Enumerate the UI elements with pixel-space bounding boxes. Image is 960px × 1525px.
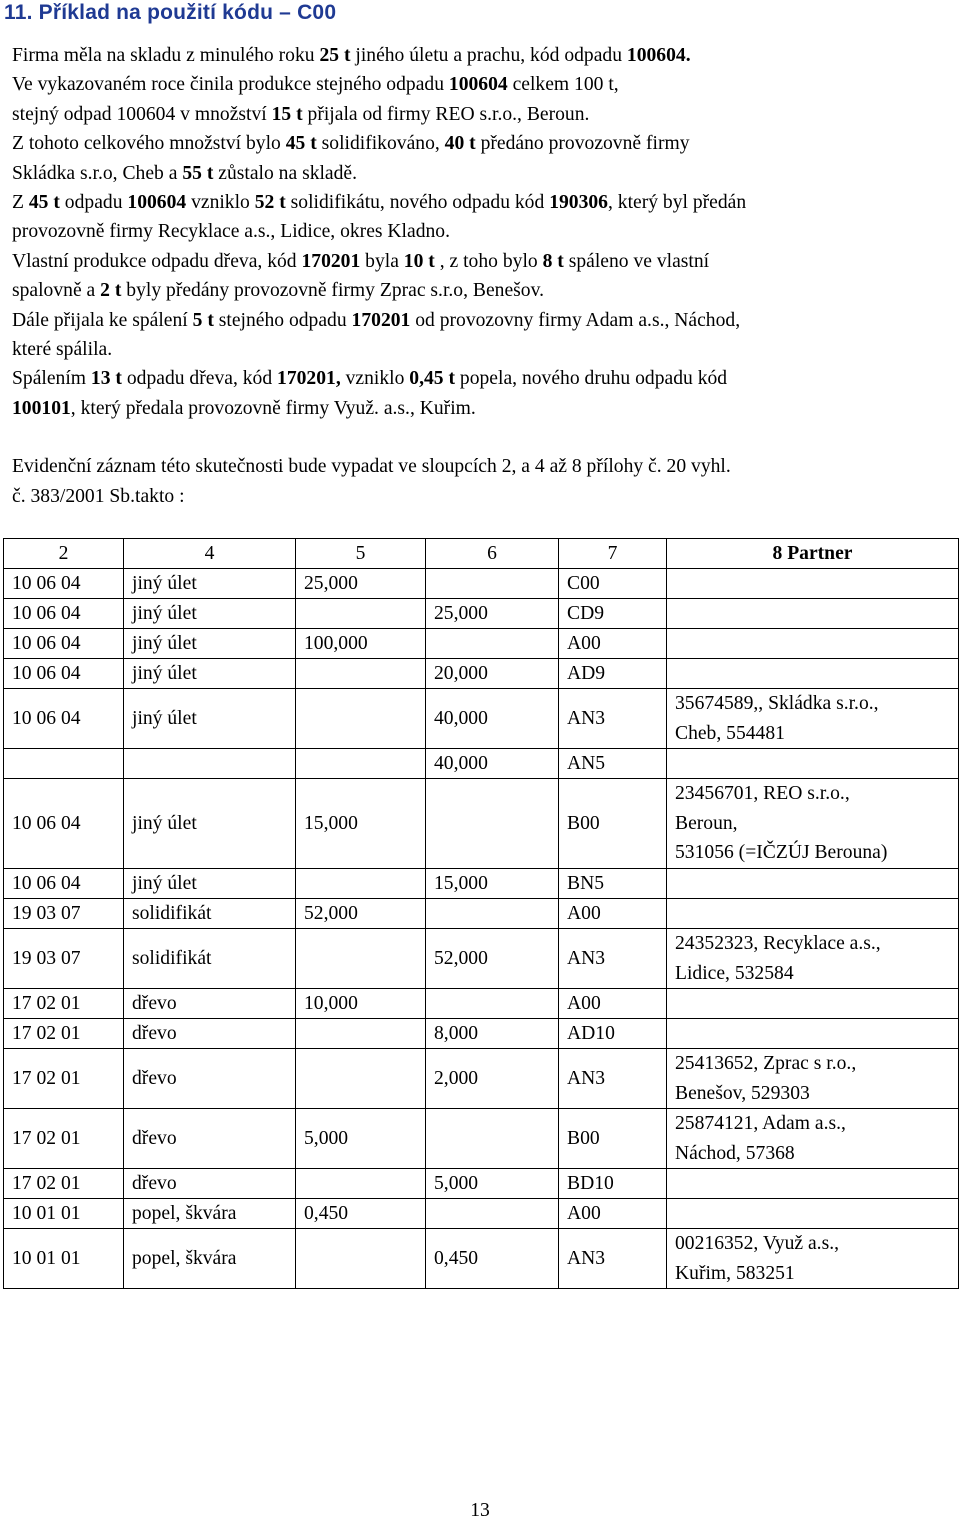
waste-name-cell: dřevo xyxy=(124,1109,296,1169)
partner-line: Náchod, 57368 xyxy=(675,1142,795,1164)
partner-line: 25413652, Zprac s r.o., xyxy=(675,1053,857,1074)
text-run: jiného úletu a prachu, kód odpadu xyxy=(350,45,627,66)
text-line xyxy=(12,482,957,511)
bold-value: 100604 xyxy=(127,191,187,213)
bold-value: 13 t xyxy=(90,368,122,390)
text-line xyxy=(12,217,957,246)
text-run: předáno provozovně firmy xyxy=(475,133,690,155)
text-line xyxy=(12,306,957,335)
waste-code-cell: 17 02 01 xyxy=(4,989,124,1019)
operation-code-cell: A00 xyxy=(559,629,667,659)
amount-col5-cell xyxy=(296,869,426,899)
waste-code-cell: 10 06 04 xyxy=(4,659,124,689)
amount-col6-cell xyxy=(426,629,559,659)
text-run: Spálením xyxy=(12,368,91,390)
text-run: odpadu xyxy=(59,191,128,213)
partner-cell xyxy=(667,689,959,749)
operation-code-cell: AD9 xyxy=(559,659,667,689)
waste-name-cell: jiný úlet xyxy=(124,689,296,749)
partner-cell xyxy=(667,1049,959,1109)
waste-code-cell: 10 06 04 xyxy=(4,779,124,869)
bold-value: 100604 xyxy=(448,74,508,96)
waste-code-cell: 10 06 04 xyxy=(4,869,124,899)
bold-value: 5 t xyxy=(192,309,214,331)
bold-value: 100604. xyxy=(626,45,691,66)
text-run: zůstalo na skladě. xyxy=(213,162,358,184)
text-run: Dále přijala ke spálení xyxy=(12,309,193,331)
operation-code-cell: AN3 xyxy=(559,1049,667,1109)
operation-code-cell: BN5 xyxy=(559,869,667,899)
waste-name-cell: jiný úlet xyxy=(124,869,296,899)
table-row xyxy=(4,629,959,659)
partner-cell xyxy=(667,899,959,929)
text-run: , z toho bylo xyxy=(434,250,543,272)
operation-code-cell: AD10 xyxy=(559,1019,667,1049)
text-line xyxy=(12,364,957,393)
waste-name-cell: solidifikát xyxy=(124,929,296,989)
amount-col5-cell xyxy=(296,1019,426,1049)
waste-code-cell xyxy=(4,749,124,779)
partner-cell xyxy=(667,599,959,629)
operation-code-cell: A00 xyxy=(559,989,667,1019)
amount-col5-cell: 100,000 xyxy=(296,629,426,659)
partner-cell xyxy=(667,749,959,779)
section-heading: 11. Příklad na použití kódu – C00 xyxy=(4,1,337,24)
text-run: solidifikátu, nového odpadu kód xyxy=(285,191,550,213)
text-line xyxy=(12,276,957,305)
text-run: stejný odpad 100604 v množství xyxy=(12,103,272,125)
operation-code-cell: A00 xyxy=(559,1199,667,1229)
table-row xyxy=(4,659,959,689)
partner-cell xyxy=(667,989,959,1019)
table-row xyxy=(4,869,959,899)
waste-code-cell: 17 02 01 xyxy=(4,1019,124,1049)
partner-cell xyxy=(667,569,959,599)
bold-value: 15 t xyxy=(271,103,303,125)
waste-code-cell: 10 06 04 xyxy=(4,689,124,749)
partner-line: Lidice, 532584 xyxy=(675,962,794,984)
amount-col5-cell xyxy=(296,599,426,629)
partner-cell xyxy=(667,629,959,659)
page-number: 13 xyxy=(470,1500,490,1521)
bold-value: 52 t xyxy=(254,191,286,213)
header-col-7: 7 xyxy=(559,539,667,569)
waste-name-cell: popel, škvára xyxy=(124,1229,296,1289)
amount-col5-cell xyxy=(296,1169,426,1199)
amount-col6-cell: 25,000 xyxy=(426,599,559,629)
operation-code-cell: B00 xyxy=(559,1109,667,1169)
waste-code-cell: 10 06 04 xyxy=(4,629,124,659)
partner-line: 25874121, Adam a.s., xyxy=(675,1113,846,1134)
amount-col5-cell xyxy=(296,749,426,779)
amount-col6-cell xyxy=(426,1109,559,1169)
table-row xyxy=(4,1229,959,1289)
bold-value: 8 t xyxy=(542,250,564,272)
bold-value: 100101 xyxy=(12,397,71,419)
text-run: od provozovny firmy Adam a.s., Náchod, xyxy=(410,309,741,331)
text-line xyxy=(12,70,957,99)
amount-col6-cell xyxy=(426,1199,559,1229)
partner-line: 24352323, Recyklace a.s., xyxy=(675,933,881,954)
text-line xyxy=(12,188,957,217)
text-run: solidifikováno, xyxy=(316,133,445,155)
waste-code-cell: 17 02 01 xyxy=(4,1049,124,1109)
text-run: Ve vykazovaném roce činila produkce stejného odpadu xyxy=(12,74,449,96)
amount-col5-cell xyxy=(296,1049,426,1109)
waste-name-cell: solidifikát xyxy=(124,899,296,929)
waste-code-cell: 19 03 07 xyxy=(4,929,124,989)
table-header-row xyxy=(4,539,959,569)
text-line xyxy=(12,394,957,423)
text-line xyxy=(12,423,957,452)
partner-cell xyxy=(667,1199,959,1229)
waste-code-cell: 10 01 01 xyxy=(4,1229,124,1289)
table-row xyxy=(4,779,959,869)
waste-code-cell: 17 02 01 xyxy=(4,1169,124,1199)
table-row xyxy=(4,989,959,1019)
text-line xyxy=(12,452,957,481)
waste-name-cell: jiný úlet xyxy=(124,629,296,659)
text-line xyxy=(12,159,957,188)
waste-code-cell: 10 01 01 xyxy=(4,1199,124,1229)
amount-col6-cell xyxy=(426,569,559,599)
waste-name-cell xyxy=(124,749,296,779)
text-run: č. 383/2001 Sb.takto : xyxy=(12,485,185,507)
partner-cell xyxy=(667,659,959,689)
waste-name-cell: jiný úlet xyxy=(124,599,296,629)
operation-code-cell: AN3 xyxy=(559,689,667,749)
amount-col5-cell xyxy=(296,659,426,689)
amount-col6-cell xyxy=(426,899,559,929)
waste-name-cell: dřevo xyxy=(124,1049,296,1109)
text-run: celkem 100 t, xyxy=(507,74,619,96)
table-row xyxy=(4,689,959,749)
text-run: odpadu dřeva, kód xyxy=(121,368,278,390)
operation-code-cell: BD10 xyxy=(559,1169,667,1199)
header-col-4: 4 xyxy=(124,539,296,569)
text-run: vzniklo xyxy=(340,368,410,390)
amount-col6-cell: 8,000 xyxy=(426,1019,559,1049)
operation-code-cell: CD9 xyxy=(559,599,667,629)
amount-col6-cell: 20,000 xyxy=(426,659,559,689)
partner-cell xyxy=(667,1109,959,1169)
table-row xyxy=(4,599,959,629)
bold-value: 190306 xyxy=(549,191,608,213)
partner-cell xyxy=(667,1229,959,1289)
waste-code-cell: 19 03 07 xyxy=(4,899,124,929)
partner-line: Benešov, 529303 xyxy=(675,1082,810,1104)
amount-col6-cell: 2,000 xyxy=(426,1049,559,1109)
amount-col5-cell: 10,000 xyxy=(296,989,426,1019)
text-run: stejného odpadu xyxy=(213,309,352,331)
partner-line: 35674589,, Skládka s.r.o., xyxy=(675,693,879,714)
text-run: Vlastní produkce odpadu dřeva, kód xyxy=(12,250,302,272)
header-col-8-partner: 8 Partner xyxy=(667,539,959,569)
text-run: spalovně a xyxy=(12,280,101,302)
amount-col6-cell xyxy=(426,779,559,869)
waste-code-cell: 10 06 04 xyxy=(4,569,124,599)
partner-line: 23456701, REO s.r.o., xyxy=(675,783,850,805)
table-row xyxy=(4,1019,959,1049)
bold-value: 2 t xyxy=(100,280,122,302)
operation-code-cell: B00 xyxy=(559,779,667,869)
amount-col6-cell: 40,000 xyxy=(426,689,559,749)
waste-records-table xyxy=(3,538,959,1289)
header-col-5: 5 xyxy=(296,539,426,569)
table-row xyxy=(4,1199,959,1229)
amount-col5-cell: 0,450 xyxy=(296,1199,426,1229)
amount-col6-cell: 5,000 xyxy=(426,1169,559,1199)
example-description xyxy=(12,41,957,511)
waste-name-cell: dřevo xyxy=(124,1169,296,1199)
waste-name-cell: jiný úlet xyxy=(124,659,296,689)
partner-cell xyxy=(667,1019,959,1049)
text-run: provozovně firmy Recyklace a.s., Lidice, okres Kladno. xyxy=(12,221,450,243)
text-run: Firma měla na skladu z minulého roku xyxy=(12,45,320,66)
text-run: , který předala provozovně firmy Využ. a.s., Kuřim. xyxy=(70,397,476,419)
bold-value: 45 t xyxy=(285,133,317,155)
amount-col6-cell xyxy=(426,989,559,1019)
amount-col6-cell: 15,000 xyxy=(426,869,559,899)
waste-name-cell: dřevo xyxy=(124,1019,296,1049)
waste-name-cell: dřevo xyxy=(124,989,296,1019)
text-line xyxy=(12,100,957,129)
text-run: byly předány provozovně firmy Zprac s.r.o, Benešov. xyxy=(121,280,544,302)
amount-col5-cell: 5,000 xyxy=(296,1109,426,1169)
table-row xyxy=(4,1109,959,1169)
table-row xyxy=(4,569,959,599)
header-col-6: 6 xyxy=(426,539,559,569)
bold-value: 170201 xyxy=(351,309,411,331)
partner-cell xyxy=(667,779,959,869)
bold-value: 170201, xyxy=(277,368,341,390)
amount-col5-cell xyxy=(296,1229,426,1289)
header-col-2: 2 xyxy=(4,539,124,569)
table-row xyxy=(4,1049,959,1109)
text-line xyxy=(12,247,957,276)
operation-code-cell: AN3 xyxy=(559,929,667,989)
waste-code-cell: 10 06 04 xyxy=(4,599,124,629)
text-line xyxy=(12,335,957,364)
text-line xyxy=(12,129,957,158)
amount-col5-cell: 25,000 xyxy=(296,569,426,599)
text-run: , který byl předán xyxy=(607,191,747,213)
operation-code-cell: C00 xyxy=(559,569,667,599)
partner-cell xyxy=(667,869,959,899)
text-run: popela, nového druhu odpadu kód xyxy=(455,368,728,390)
amount-col5-cell: 52,000 xyxy=(296,899,426,929)
partner-line: Cheb, 554481 xyxy=(675,722,785,744)
partner-cell xyxy=(667,1169,959,1199)
text-line xyxy=(12,41,957,70)
text-run: Skládka s.r.o, Cheb a xyxy=(12,162,183,184)
amount-col5-cell xyxy=(296,689,426,749)
waste-name-cell: jiný úlet xyxy=(124,779,296,869)
bold-value: 55 t xyxy=(182,162,214,184)
partner-line: Beroun, xyxy=(675,812,738,834)
text-run: spáleno ve vlastní xyxy=(563,250,710,272)
amount-col6-cell: 0,450 xyxy=(426,1229,559,1289)
operation-code-cell: AN5 xyxy=(559,749,667,779)
bold-value: 45 t xyxy=(28,191,60,213)
text-run: které spálila. xyxy=(12,338,113,360)
text-run: byla xyxy=(360,250,404,272)
partner-line: 00216352, Využ a.s., xyxy=(675,1233,840,1254)
table-row xyxy=(4,1169,959,1199)
partner-cell xyxy=(667,929,959,989)
amount-col5-cell xyxy=(296,929,426,989)
text-run: Z tohoto celkového množství bylo xyxy=(12,133,286,155)
bold-value: 40 t xyxy=(444,133,476,155)
text-run: vzniklo xyxy=(186,191,255,213)
text-run: Z xyxy=(12,191,29,213)
bold-value: 0,45 t xyxy=(409,368,456,390)
operation-code-cell: A00 xyxy=(559,899,667,929)
table-row xyxy=(4,749,959,779)
waste-name-cell: jiný úlet xyxy=(124,569,296,599)
partner-line: 531056 (=IČZÚJ Berouna) xyxy=(675,842,888,864)
table-row xyxy=(4,929,959,989)
waste-name-cell: popel, škvára xyxy=(124,1199,296,1229)
bold-value: 170201 xyxy=(301,250,361,272)
amount-col6-cell: 52,000 xyxy=(426,929,559,989)
operation-code-cell: AN3 xyxy=(559,1229,667,1289)
bold-value: 10 t xyxy=(403,250,435,272)
text-run: Evidenční záznam této skutečnosti bude vypadat ve sloupcích 2, a 4 až 8 přílohy č. 20 vyhl. xyxy=(12,456,731,478)
waste-code-cell: 17 02 01 xyxy=(4,1109,124,1169)
partner-line: Kuřim, 583251 xyxy=(675,1262,795,1284)
table-row xyxy=(4,899,959,929)
amount-col6-cell: 40,000 xyxy=(426,749,559,779)
text-run: přijala od firmy REO s.r.o., Beroun. xyxy=(302,103,590,125)
amount-col5-cell: 15,000 xyxy=(296,779,426,869)
bold-value: 25 t xyxy=(319,45,351,66)
